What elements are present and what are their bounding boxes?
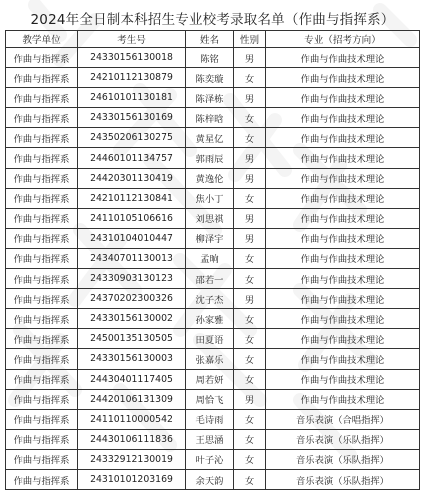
cell-exam-id: 24340701130013 [78,248,186,268]
cell-major: 作曲与作曲技术理论 [266,389,420,409]
cell-exam-id: 24370202300326 [78,289,186,309]
cell-exam-id: 24330156130169 [78,108,186,128]
table-row [6,208,420,228]
cell-unit: 作曲与指挥系 [6,168,78,188]
cell-name: 陈铭 [186,48,234,68]
table-row [6,409,420,429]
cell-name: 刘思祺 [186,208,234,228]
cell-name: 叶子沁 [186,449,234,469]
cell-unit: 作曲与指挥系 [6,68,78,88]
table-row [6,289,420,309]
cell-unit: 作曲与指挥系 [6,228,78,248]
cell-gender: 男 [234,389,266,409]
cell-gender: 女 [234,349,266,369]
cell-major: 作曲与作曲技术理论 [266,208,420,228]
table-row [6,48,420,68]
table-row [6,248,420,268]
cell-gender: 女 [234,409,266,429]
cell-unit: 作曲与指挥系 [6,48,78,68]
column-header-name: 姓名 [186,31,234,48]
cell-major: 作曲与作曲技术理论 [266,88,420,108]
cell-gender: 女 [234,248,266,268]
cell-exam-id: 24310101203169 [78,469,186,489]
cell-unit: 作曲与指挥系 [6,208,78,228]
cell-gender: 男 [234,228,266,248]
cell-major: 作曲与作曲技术理论 [266,369,420,389]
cell-major: 作曲与作曲技术理论 [266,168,420,188]
cell-exam-id: 24330156130018 [78,48,186,68]
cell-gender: 女 [234,108,266,128]
cell-gender: 男 [234,48,266,68]
cell-gender: 女 [234,369,266,389]
cell-gender: 男 [234,168,266,188]
cell-name: 焦小丁 [186,188,234,208]
cell-exam-id: 24430106111836 [78,429,186,449]
table-row [6,148,420,168]
cell-name: 周若妍 [186,369,234,389]
cell-exam-id: 24460101134757 [78,148,186,168]
cell-name: 孟晌 [186,248,234,268]
cell-unit: 作曲与指挥系 [6,148,78,168]
cell-unit: 作曲与指挥系 [6,248,78,268]
cell-major: 作曲与作曲技术理论 [266,108,420,128]
cell-major: 作曲与作曲技术理论 [266,228,420,248]
table-row [6,269,420,289]
table-row [6,369,420,389]
cell-unit: 作曲与指挥系 [6,329,78,349]
cell-major: 音乐表演（乐队指挥） [266,429,420,449]
cell-exam-id: 24420301130419 [78,168,186,188]
cell-unit: 作曲与指挥系 [6,108,78,128]
table-row [6,309,420,329]
cell-exam-id: 24330156130003 [78,349,186,369]
table-row [6,88,420,108]
cell-gender: 女 [234,329,266,349]
table-row [6,68,420,88]
cell-exam-id: 24110105106616 [78,208,186,228]
cell-exam-id: 24430401117405 [78,369,186,389]
cell-major: 作曲与作曲技术理论 [266,148,420,168]
cell-gender: 男 [234,208,266,228]
cell-unit: 作曲与指挥系 [6,389,78,409]
cell-exam-id: 24210112130879 [78,68,186,88]
table-row [6,228,420,248]
cell-unit: 作曲与指挥系 [6,289,78,309]
table-row [6,168,420,188]
table-row [6,108,420,128]
cell-name: 陈梓晗 [186,108,234,128]
cell-gender: 女 [234,469,266,489]
table-row [6,188,420,208]
cell-name: 陈奕璇 [186,68,234,88]
cell-unit: 作曲与指挥系 [6,469,78,489]
cell-unit: 作曲与指挥系 [6,349,78,369]
cell-gender: 男 [234,289,266,309]
cell-major: 作曲与作曲技术理论 [266,309,420,329]
cell-major: 音乐表演（合唱指挥） [266,409,420,429]
cell-unit: 作曲与指挥系 [6,128,78,148]
cell-name: 余天韵 [186,469,234,489]
cell-name: 张嘉乐 [186,349,234,369]
table-row [6,329,420,349]
table-row [6,349,420,369]
cell-exam-id: 24210112130841 [78,188,186,208]
cell-gender: 男 [234,148,266,168]
cell-gender: 女 [234,429,266,449]
cell-unit: 作曲与指挥系 [6,369,78,389]
table-row [6,449,420,469]
cell-major: 作曲与作曲技术理论 [266,248,420,268]
table-row [6,469,420,489]
cell-exam-id: 24330156130002 [78,309,186,329]
cell-major: 作曲与作曲技术理论 [266,269,420,289]
cell-exam-id: 24420106131309 [78,389,186,409]
cell-unit: 作曲与指挥系 [6,269,78,289]
cell-unit: 作曲与指挥系 [6,188,78,208]
cell-major: 作曲与作曲技术理论 [266,329,420,349]
cell-name: 周恰飞 [186,389,234,409]
cell-major: 音乐表演（乐队指挥） [266,469,420,489]
column-header-major: 专业（招考方向） [266,31,420,48]
admission-table [5,30,420,490]
cell-unit: 作曲与指挥系 [6,449,78,469]
cell-exam-id: 24610101130181 [78,88,186,108]
cell-gender: 女 [234,188,266,208]
table-row [6,389,420,409]
cell-gender: 女 [234,68,266,88]
cell-name: 柳泽宇 [186,228,234,248]
cell-exam-id: 24350206130275 [78,128,186,148]
cell-major: 作曲与作曲技术理论 [266,48,420,68]
cell-gender: 女 [234,128,266,148]
cell-major: 作曲与作曲技术理论 [266,289,420,309]
cell-name: 郭雨辰 [186,148,234,168]
page-title: 2024年全日制本科招生专业校考录取名单（作曲与指挥系） [30,12,395,28]
cell-unit: 作曲与指挥系 [6,309,78,329]
cell-major: 作曲与作曲技术理论 [266,128,420,148]
table-row [6,128,420,148]
cell-name: 孙家雅 [186,309,234,329]
cell-gender: 女 [234,269,266,289]
cell-major: 作曲与作曲技术理论 [266,188,420,208]
table-header-row [6,31,420,48]
column-header-gender: 性别 [234,31,266,48]
cell-gender: 女 [234,309,266,329]
cell-gender: 女 [234,449,266,469]
cell-name: 邵若一 [186,269,234,289]
cell-unit: 作曲与指挥系 [6,88,78,108]
cell-exam-id: 24332912130019 [78,449,186,469]
cell-name: 黄逸伦 [186,168,234,188]
cell-gender: 男 [234,88,266,108]
cell-name: 黄星亿 [186,128,234,148]
cell-major: 作曲与作曲技术理论 [266,349,420,369]
cell-exam-id: 24500135130505 [78,329,186,349]
cell-name: 沈子杰 [186,289,234,309]
cell-name: 田夏语 [186,329,234,349]
cell-major: 音乐表演（乐队指挥） [266,449,420,469]
cell-unit: 作曲与指挥系 [6,409,78,429]
cell-name: 毛诗雨 [186,409,234,429]
cell-exam-id: 24310104010447 [78,228,186,248]
column-header-exam-id: 考生号 [78,31,186,48]
cell-exam-id: 24330903130123 [78,269,186,289]
column-header-unit: 教学单位 [6,31,78,48]
cell-name: 陈泽栋 [186,88,234,108]
cell-major: 作曲与作曲技术理论 [266,68,420,88]
cell-exam-id: 24110110000542 [78,409,186,429]
cell-name: 王思涵 [186,429,234,449]
cell-unit: 作曲与指挥系 [6,429,78,449]
table-row [6,429,420,449]
